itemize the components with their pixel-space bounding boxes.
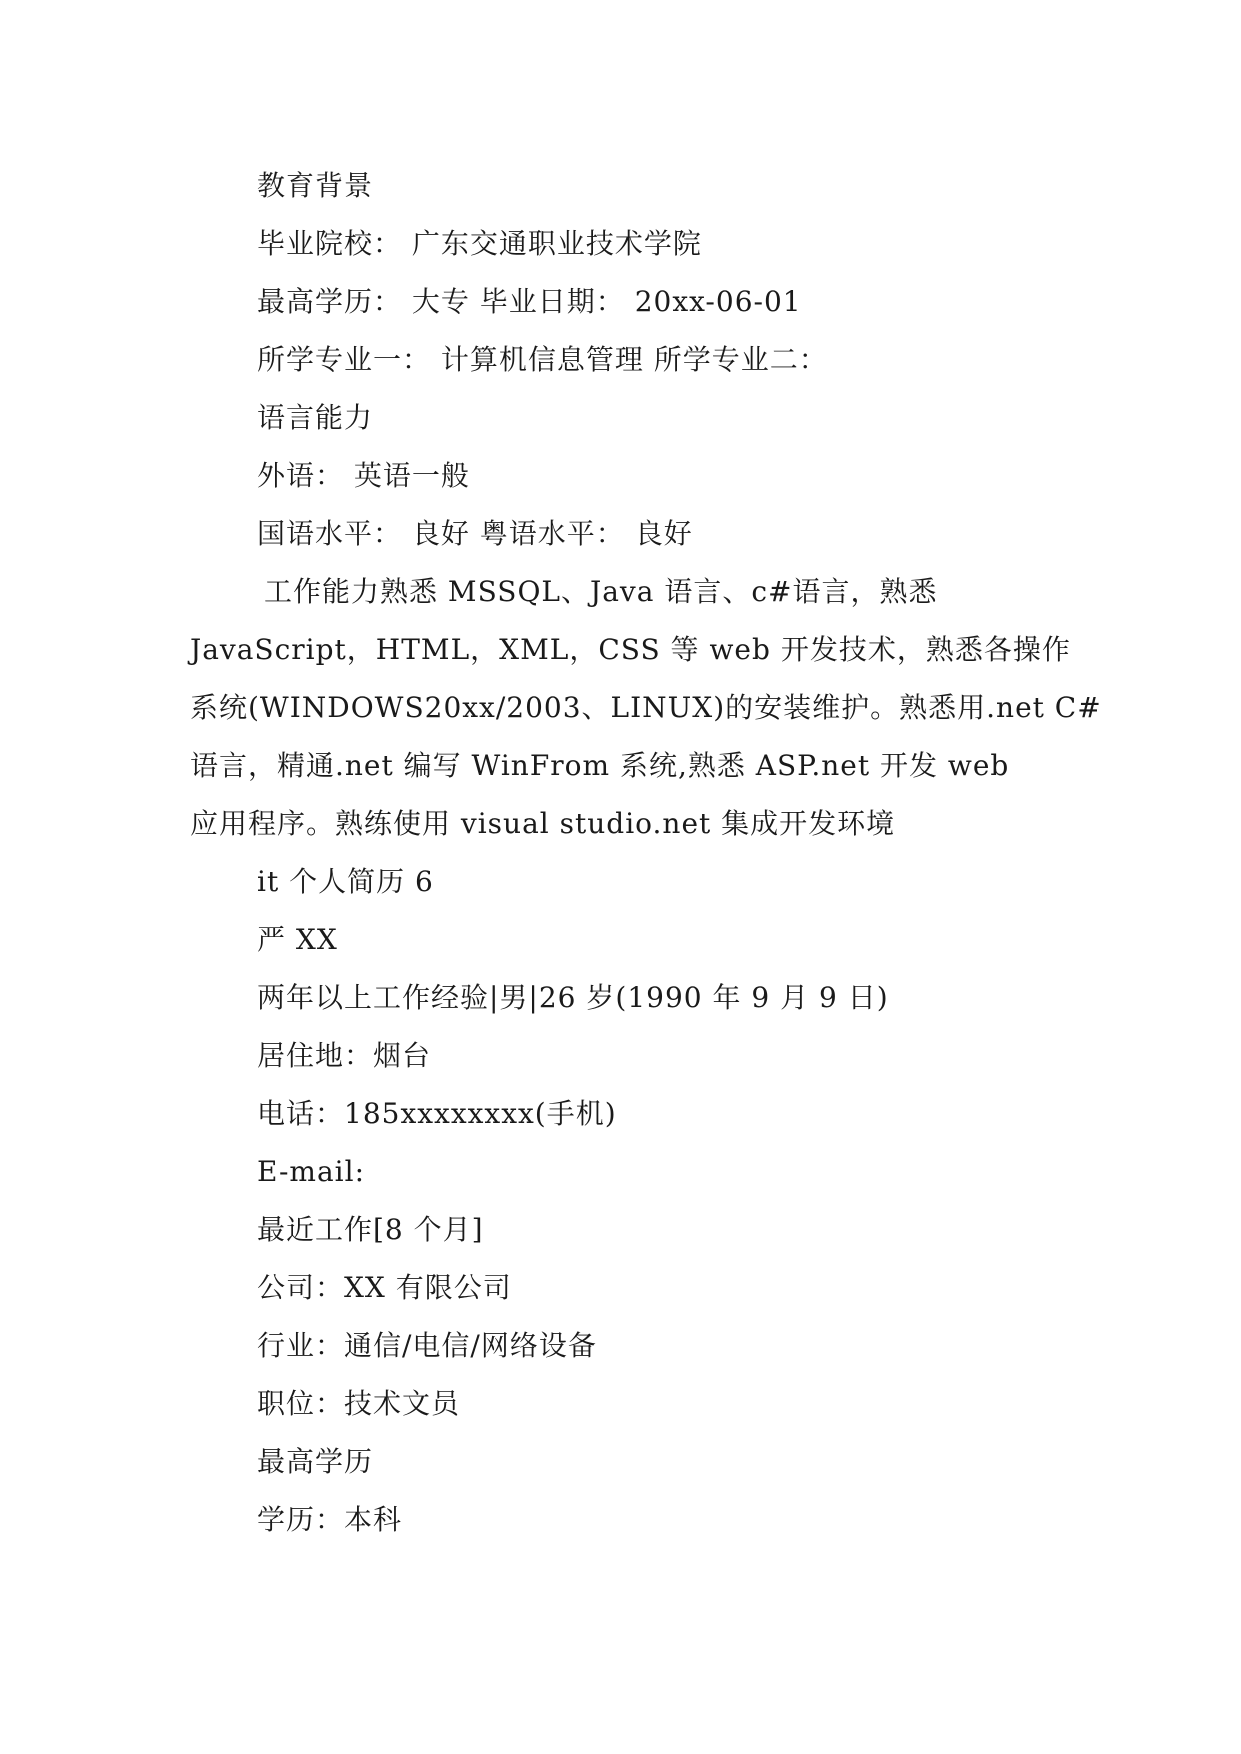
foreign-language-line: 外语： 英语一般 — [257, 459, 470, 492]
paragraph-line: 工作能力熟悉 MSSQL、Java 语言、c#语言，熟悉 — [264, 575, 938, 608]
paragraph-line: 系统(WINDOWS20xx/2003、LINUX)的安装维护。熟悉用.net C# — [190, 691, 1102, 724]
position-line: 职位：技术文员 — [257, 1387, 461, 1420]
graduate-school-line: 毕业院校： 广东交通职业技术学院 — [257, 227, 702, 260]
phone-line: 电话：185xxxxxxxx(手机) — [257, 1097, 617, 1130]
heading-highest-education: 最高学历 — [257, 1445, 374, 1478]
paragraph-line: JavaScript，HTML，XML，CSS 等 web 开发技术，熟悉各操作 — [190, 633, 1071, 666]
education-degree-line: 学历：本科 — [257, 1503, 403, 1536]
heading-language-ability: 语言能力 — [257, 401, 374, 434]
recent-work-line: 最近工作[8 个月] — [257, 1213, 484, 1246]
heading-education: 教育背景 — [257, 169, 374, 202]
work-ability-paragraph — [190, 563, 1102, 853]
candidate-name: 严 XX — [257, 923, 338, 956]
major-line: 所学专业一： 计算机信息管理 所学专业二： — [257, 343, 828, 376]
paragraph-line: 语言，精通.net 编写 WinFrom 系统,熟悉 ASP.net 开发 web — [190, 749, 1010, 782]
company-line: 公司：XX 有限公司 — [257, 1271, 512, 1304]
residence-line: 居住地：烟台 — [257, 1039, 432, 1072]
industry-line: 行业：通信/电信/网络设备 — [257, 1329, 597, 1362]
paragraph-line: 应用程序。熟练使用 visual studio.net 集成开发环境 — [190, 807, 896, 840]
email-line: E-mail: — [257, 1155, 366, 1188]
resume-title-line: it 个人简历 6 — [257, 865, 434, 898]
experience-gender-age-line: 两年以上工作经验|男|26 岁(1990 年 9 月 9 日) — [257, 981, 889, 1014]
mandarin-cantonese-line: 国语水平： 良好 粤语水平： 良好 — [257, 517, 693, 550]
highest-degree-line: 最高学历： 大专 毕业日期： 20xx-06-01 — [257, 285, 802, 318]
document-body — [190, 157, 1102, 1549]
